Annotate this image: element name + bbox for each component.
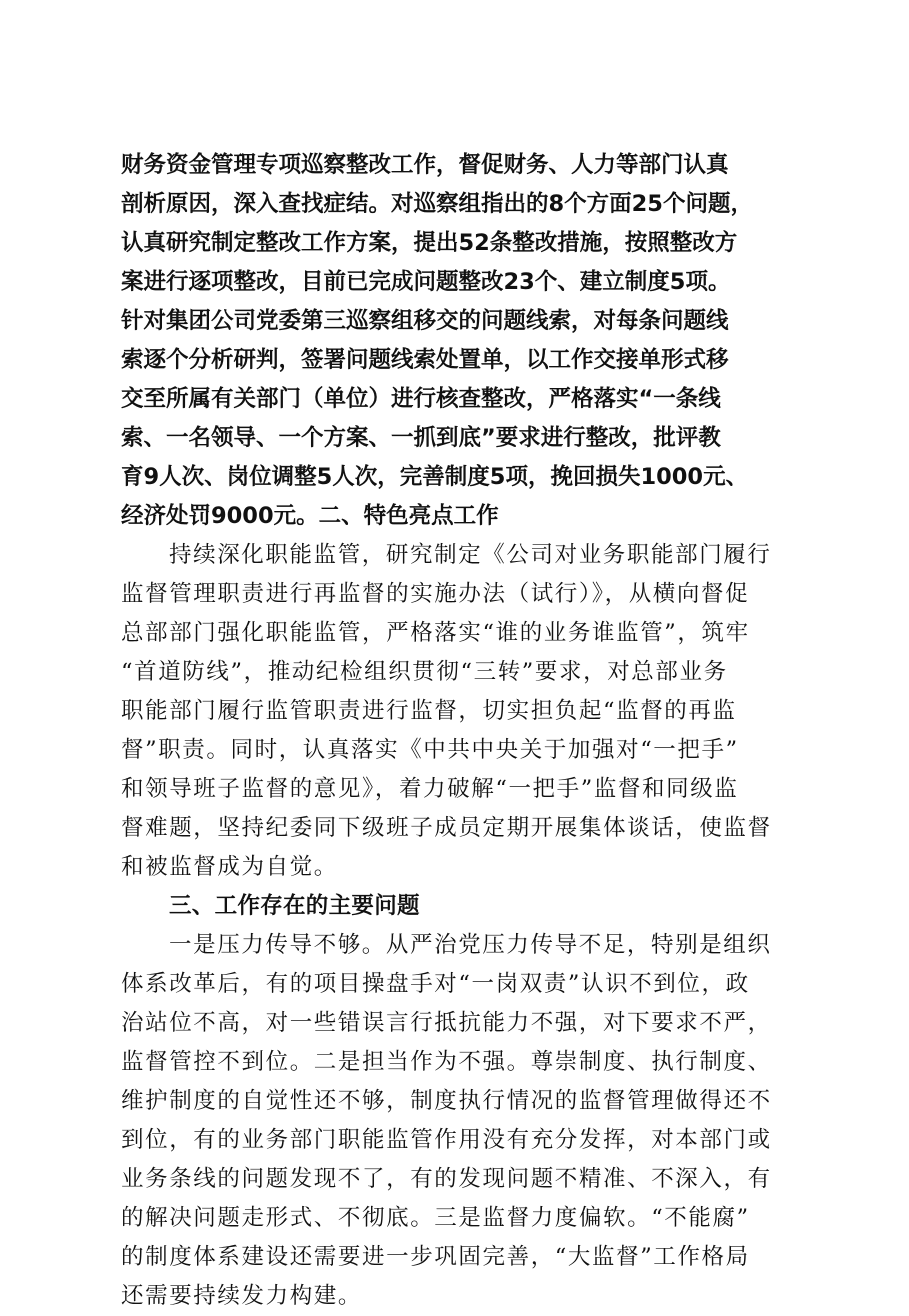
text-line: 治站位不高，对一些错误言行抵抗能力不强，对下要求不严， [121,1010,772,1036]
text-line: 针对集团公司党委第三巡察组移交的问题线索，对每条问题线 [121,308,729,334]
text-line: 案进行逐项整改，目前已完成问题整改23个、建立制度5项。 [121,269,731,295]
text-line: 的解决问题走形式、不彻底。三是监督力度偏软。“不能腐” [121,1205,750,1231]
text-line: 交至所属有关部门（单位）进行核查整改，严格落实“一条线 [121,386,721,412]
section-1-paragraph [121,146,811,536]
document-body [121,146,811,1316]
text-line: 和领导班子监督的意见》，着力破解“一把手”监督和同级监 [121,776,739,802]
section-heading: 三、工作存在的主要问题 [169,893,420,919]
text-line: “首道防线”，推动纪检组织贯彻“三转”要求，对总部业务 [121,659,728,685]
text-line: 总部部门强化职能监管，严格落实“谁的业务谁监管”，筑牢 [121,620,750,646]
text-line: 督难题，坚持纪委同下级班子成员定期开展集体谈话，使监督 [121,815,772,841]
text-line: 督”职责。同时，认真落实《中共中央关于加强对“一把手” [121,737,739,763]
text-line: 的制度体系建设还需要进一步巩固完善，“大监督”工作格局 [121,1244,750,1270]
text-line: 到位，有的业务部门职能监管作用没有充分发挥，对本部门或 [121,1127,772,1153]
text-line: 监督管控不到位。二是担当作为不强。尊崇制度、执行制度、 [121,1049,772,1075]
section-2-paragraph [121,536,811,887]
text-line: 财务资金管理专项巡察整改工作，督促财务、人力等部门认真 [121,152,729,178]
text-line: 监督管理职责进行再监督的实施办法（试行）》，从横向督促 [121,581,750,607]
text-line: 一是压力传导不够。从严治党压力传导不足，特别是组织 [169,932,772,958]
text-line: 索逐个分析研判，签署问题线索处置单，以工作交接单形式移 [121,347,729,373]
text-line: 索、一名领导、一个方案、一抓到底”要求进行整改，批评教 [121,425,721,451]
text-line: 剖析原因，深入查找症结。对巡察组指出的8个方面25个问题， [121,191,753,217]
section-3 [121,887,811,1316]
text-line: 育9人次、岗位调整5人次，完善制度5项，挽回损失1000元、 [121,464,749,490]
text-line: 职能部门履行监管职责进行监督，切实担负起“监督的再监 [121,698,737,724]
text-line: 体系改革后，有的项目操盘手对“一岗双责”认识不到位，政 [121,971,750,997]
text-line: 认真研究制定整改工作方案，提出52条整改措施，按照整改方 [121,230,738,256]
text-line: 还需要持续发力构建。 [121,1283,363,1309]
text-line: 持续深化职能监管，研究制定《公司对业务职能部门履行 [169,542,772,568]
text-line: 经济处罚9000元。二、特色亮点工作 [121,503,499,529]
text-line: 维护制度的自觉性还不够，制度执行情况的监督管理做得还不 [121,1088,772,1114]
text-line: 和被监督成为自觉。 [121,854,338,880]
text-line: 业务条线的问题发现不了，有的发现问题不精准、不深入，有 [121,1166,772,1192]
